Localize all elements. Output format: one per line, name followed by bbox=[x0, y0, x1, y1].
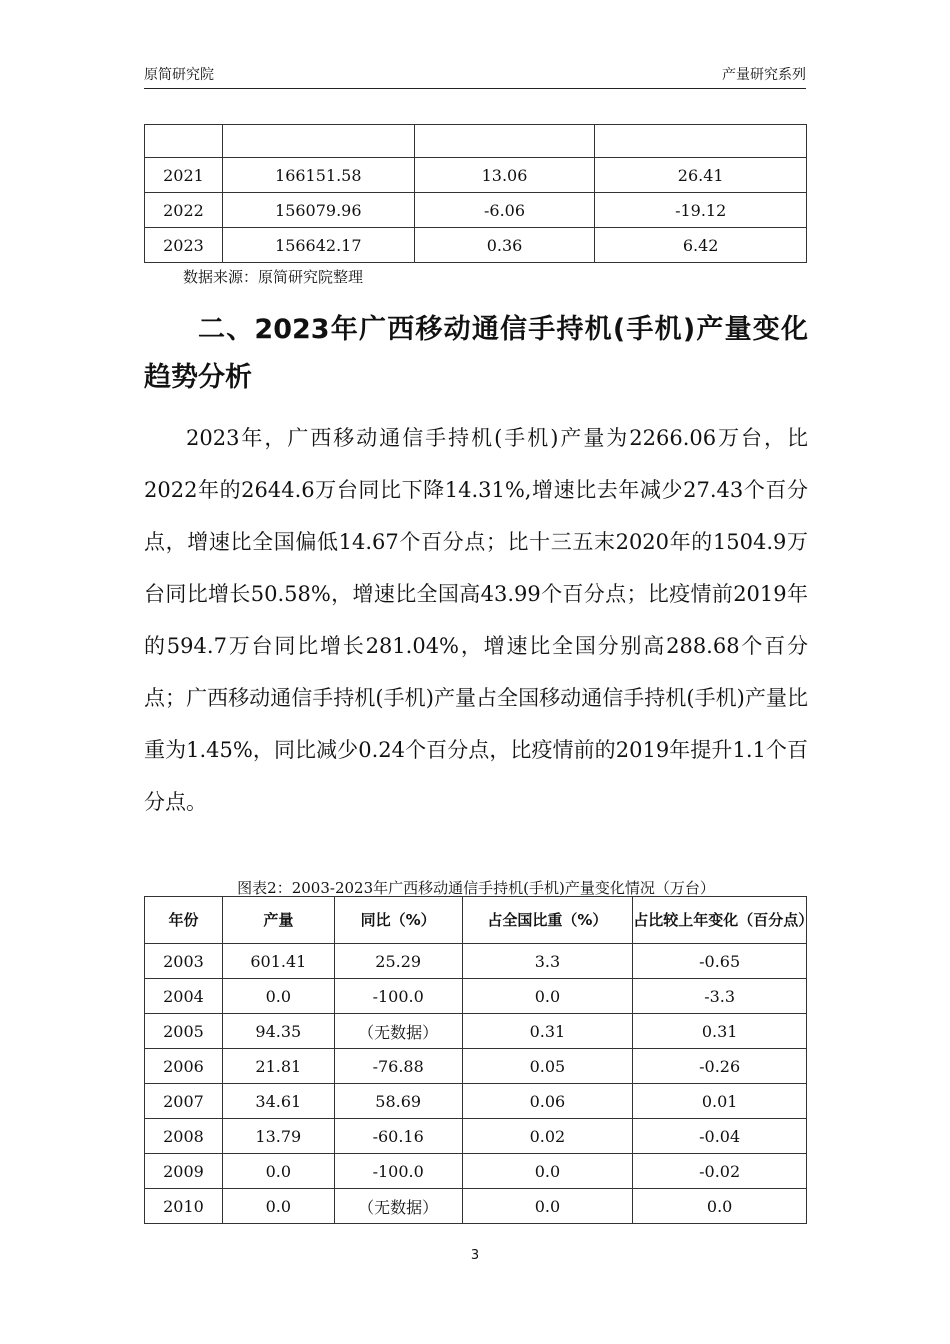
cell-year: 2010 bbox=[145, 1189, 223, 1224]
cell-yoy: -60.16 bbox=[334, 1119, 462, 1154]
cell-share-change: -3.3 bbox=[633, 979, 807, 1014]
section-heading: 二、2023年广西移动通信手持机(手机)产量变化趋势分析 bbox=[144, 314, 808, 393]
cell-share: 0.06 bbox=[462, 1084, 633, 1119]
continued-data-table bbox=[144, 124, 807, 263]
cell-share-change: -0.26 bbox=[633, 1049, 807, 1084]
cell-share-change: -0.65 bbox=[633, 944, 807, 979]
cell-year: 2009 bbox=[145, 1154, 223, 1189]
cell-yoy: （无数据） bbox=[334, 1014, 462, 1049]
table-row bbox=[145, 228, 807, 263]
body-paragraph: 2023年，广西移动通信手持机(手机)产量为2266.06万台，比2022年的2644.6万台同比下降14.31%,增速比去年减少27.43个百分点，增速比全国偏低14.67个百分点；比十三五末2020年的1504.9万台同比增长50.58%，增速比全国高43.99个百分点；比疫情前2019年的594.7万台同比增长281.04%，增速比全国分别高288.68个百分点；广西移动通信手持机(手机)产量占全国移动通信手持机(手机)产量比重为1.45%，同比减少0.24个百分点，比疫情前的2019年提升1.1个百分点。 bbox=[144, 426, 808, 814]
cell-output: 94.35 bbox=[222, 1014, 334, 1049]
header-yoy: 同比（%） bbox=[334, 897, 462, 944]
cell-yoy: （无数据） bbox=[334, 1189, 462, 1224]
header-series: 产量研究系列 bbox=[722, 67, 806, 83]
cell-change: 26.41 bbox=[595, 158, 807, 193]
cell-yoy: 0.36 bbox=[414, 228, 595, 263]
header-share: 占全国比重（%） bbox=[462, 897, 633, 944]
header-org: 原简研究院 bbox=[144, 67, 214, 83]
cell-share: 0.02 bbox=[462, 1119, 633, 1154]
table-header-row bbox=[145, 897, 807, 944]
header-output: 产量 bbox=[222, 897, 334, 944]
cell-share: 0.31 bbox=[462, 1014, 633, 1049]
cell-output: 166151.58 bbox=[222, 158, 414, 193]
cell-year: 2008 bbox=[145, 1119, 223, 1154]
cell-share-change: 0.31 bbox=[633, 1014, 807, 1049]
table-row bbox=[145, 1119, 807, 1154]
cell-yoy: -100.0 bbox=[334, 979, 462, 1014]
cell-year: 2022 bbox=[145, 193, 223, 228]
table-row bbox=[145, 1189, 807, 1224]
cell-yoy: -100.0 bbox=[334, 1154, 462, 1189]
cell-share: 0.0 bbox=[462, 1154, 633, 1189]
cell-share-change: -0.02 bbox=[633, 1154, 807, 1189]
header-year: 年份 bbox=[145, 897, 223, 944]
cell-share: 0.05 bbox=[462, 1049, 633, 1084]
cell-output: 156079.96 bbox=[222, 193, 414, 228]
page-header bbox=[144, 62, 806, 89]
cell-year: 2004 bbox=[145, 979, 223, 1014]
cell-share-change: -0.04 bbox=[633, 1119, 807, 1154]
page-number: 3 bbox=[470, 1248, 480, 1263]
cell-yoy: 58.69 bbox=[334, 1084, 462, 1119]
cell-output: 0.0 bbox=[222, 979, 334, 1014]
cell-output: 0.0 bbox=[222, 1154, 334, 1189]
cell-yoy: -6.06 bbox=[414, 193, 595, 228]
table-row bbox=[145, 944, 807, 979]
cell-output: 601.41 bbox=[222, 944, 334, 979]
cell-yoy: -76.88 bbox=[334, 1049, 462, 1084]
data-source-note: 数据来源：原简研究院整理 bbox=[183, 268, 364, 286]
table-caption: 图表2：2003-2023年广西移动通信手持机(手机)产量变化情况（万台） bbox=[237, 879, 715, 897]
table-row bbox=[145, 125, 807, 158]
cell-yoy: 25.29 bbox=[334, 944, 462, 979]
table-row bbox=[145, 158, 807, 193]
cell-share-change: 0.01 bbox=[633, 1084, 807, 1119]
table-row bbox=[145, 1154, 807, 1189]
cell-yoy: 13.06 bbox=[414, 158, 595, 193]
cell-year: 2007 bbox=[145, 1084, 223, 1119]
table-row bbox=[145, 979, 807, 1014]
cell-output: 21.81 bbox=[222, 1049, 334, 1084]
cell-share: 0.0 bbox=[462, 1189, 633, 1224]
cell-year: 2003 bbox=[145, 944, 223, 979]
table-row bbox=[145, 1049, 807, 1084]
table-row bbox=[145, 1014, 807, 1049]
cell-share-change: 0.0 bbox=[633, 1189, 807, 1224]
table-row bbox=[145, 1084, 807, 1119]
production-table bbox=[144, 896, 814, 1224]
cell-year: 2021 bbox=[145, 158, 223, 193]
cell-share: 0.0 bbox=[462, 979, 633, 1014]
cell-output: 34.61 bbox=[222, 1084, 334, 1119]
cell-output: 0.0 bbox=[222, 1189, 334, 1224]
cell-change: 6.42 bbox=[595, 228, 807, 263]
cell-year: 2005 bbox=[145, 1014, 223, 1049]
table-row bbox=[145, 193, 807, 228]
cell-year: 2023 bbox=[145, 228, 223, 263]
cell-share: 3.3 bbox=[462, 944, 633, 979]
header-share-change: 占比较上年变化（百分点） bbox=[633, 897, 807, 944]
cell-output: 13.79 bbox=[222, 1119, 334, 1154]
cell-output: 156642.17 bbox=[222, 228, 414, 263]
cell-year: 2006 bbox=[145, 1049, 223, 1084]
cell-change: -19.12 bbox=[595, 193, 807, 228]
